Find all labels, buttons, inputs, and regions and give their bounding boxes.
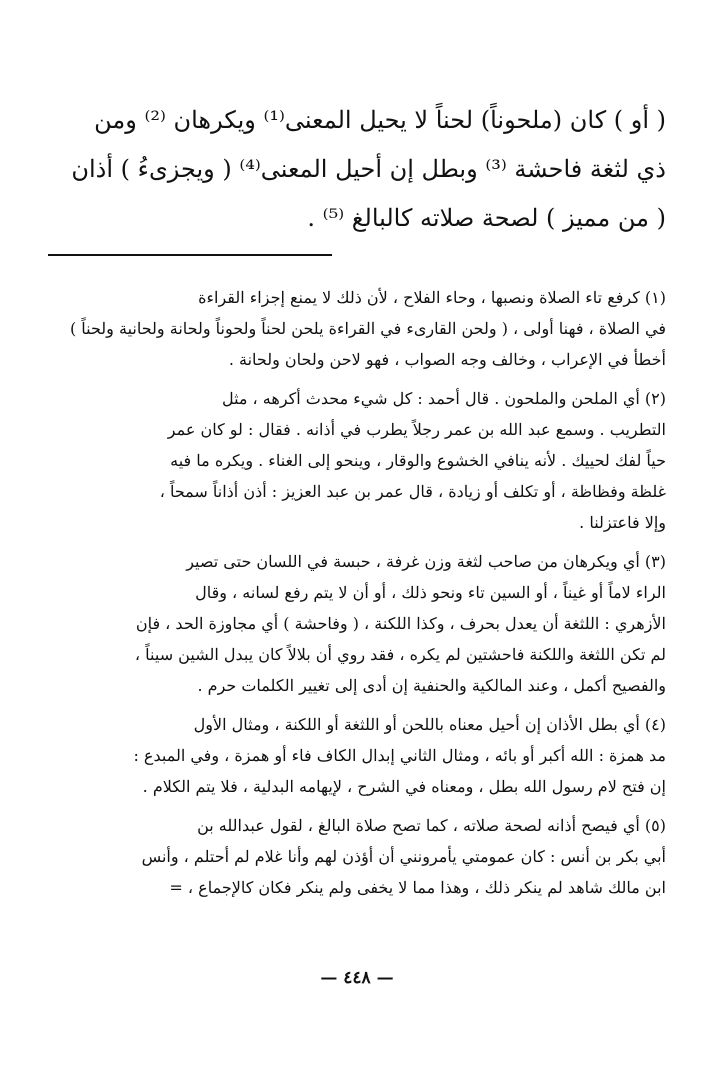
footnote-line: والفصيح أكمل ، وعند المالكية والحنفية إن أدى إلى تغيير الكلمات حرم . [197, 676, 666, 695]
footnote-line: (٢) أي الملحن والملحون . قال أحمد : كل شيء محدث أكرهه ، مثل [221, 389, 666, 408]
footnote-line: لم تكن اللثغة واللكنة فاحشتين لم يكره ، فقد روي أن بلالاً كان يبدل الشين سيناً ، [134, 645, 666, 664]
main-text-line: ذي لثغة فاحشة ⁽³⁾ وبطل إن أحيل المعنى⁽⁴⁾ ( ويجزىءُ ) أذان [71, 155, 666, 183]
footnote-line: مد همزة : الله أكبر أو بائه ، ومثال الثاني إبدال الكاف فاء أو همزة ، وفي المبدع : [133, 746, 666, 765]
footnote-line: (٤) أي بطل الأذان إن أحيل معناه باللحن أو اللثغة أو اللكنة ، ومثال الأول [193, 715, 666, 734]
footnote-line: ابن مالك شاهد لم ينكر ذلك ، وهذا مما لا يخفى ولم ينكر فكان كالإجماع ، = [169, 878, 666, 897]
footnote-line: الراء لاماً أو غيناً ، أو السين تاء ونحو ذلك ، أو أن لا يتم رفع لسانه ، وقال [195, 583, 666, 602]
footnote-line: إن فتح لام رسول الله بطل ، ومعناه في الشرح ، لإيهامه البدلية ، فلا يتم الكلام . [142, 777, 666, 796]
page-number: — ٤٤٨ — [320, 968, 394, 988]
footnote-1 [48, 282, 666, 375]
footnote-line: حياً لفك لحييك . لأنه ينافي الخشوع والوقار ، وينحو إلى الغناء . ويكره ما فيه [170, 451, 666, 470]
footnote-line: وإلا فاعتزلنا . [579, 513, 666, 532]
footnote-line: غلظة وفظاظة ، أو تكلف أو زيادة ، قال عمر بن عبد العزيز : أذن أذاناً سمحاً ، [159, 482, 666, 501]
main-text-line: ( من مميز ) لصحة صلاته كالبالغ ⁽⁵⁾ . [307, 204, 666, 232]
book-page [48, 0, 666, 1078]
footnote-line: (١) كرفع تاء الصلاة ونصبها ، وحاء الفلاح ، لأن ذلك لا يمنع إجزاء القراءة [198, 288, 666, 307]
footnote-2 [48, 383, 666, 538]
footnote-line: (٥) أي فيصح أذانه لصحة صلاته ، كما تصح صلاة البالغ ، لقول عبدالله بن [197, 816, 666, 835]
footnote-line: في الصلاة ، فهنا أولى ، ( ولحن القارىء في القراءة يلحن لحناً ولحوناً ولحانة ولحانية ولحناً ) [69, 319, 666, 338]
footnote-separator-rule [48, 254, 332, 256]
main-text-line: ( أو ) كان (ملحوناً) لحناً لا يحيل المعنى⁽¹⁾ ويكرهان ⁽²⁾ ومن [94, 106, 666, 134]
footnote-line: (٣) أي ويكرهان من صاحب لثغة وزن غرفة ، حبسة في اللسان حتى تصير [186, 552, 666, 571]
footnote-3 [48, 546, 666, 701]
footnote-line: التطريب . وسمع عبد الله بن عمر رجلاً يطرب في أذانه . فقال : لو كان عمر [167, 420, 666, 439]
footnotes-section [48, 282, 666, 911]
footnote-line: الأزهري : اللثغة أن يعدل بحرف ، وكذا اللكنة ، ( وفاحشة ) أي مجاوزة الحد ، فإن [135, 614, 666, 633]
footnote-4 [48, 709, 666, 802]
footnote-5 [48, 810, 666, 903]
main-text [48, 96, 666, 243]
footnote-line: أبي بكر بن أنس : كان عمومتي يأمرونني أن أؤذن لهم وأنا غلام لم أحتلم ، وأنس [141, 847, 666, 866]
footnote-line: أخطأ في الإعراب ، وخالف وجه الصواب ، فهو لاحن ولحان ولحانة . [228, 350, 666, 369]
